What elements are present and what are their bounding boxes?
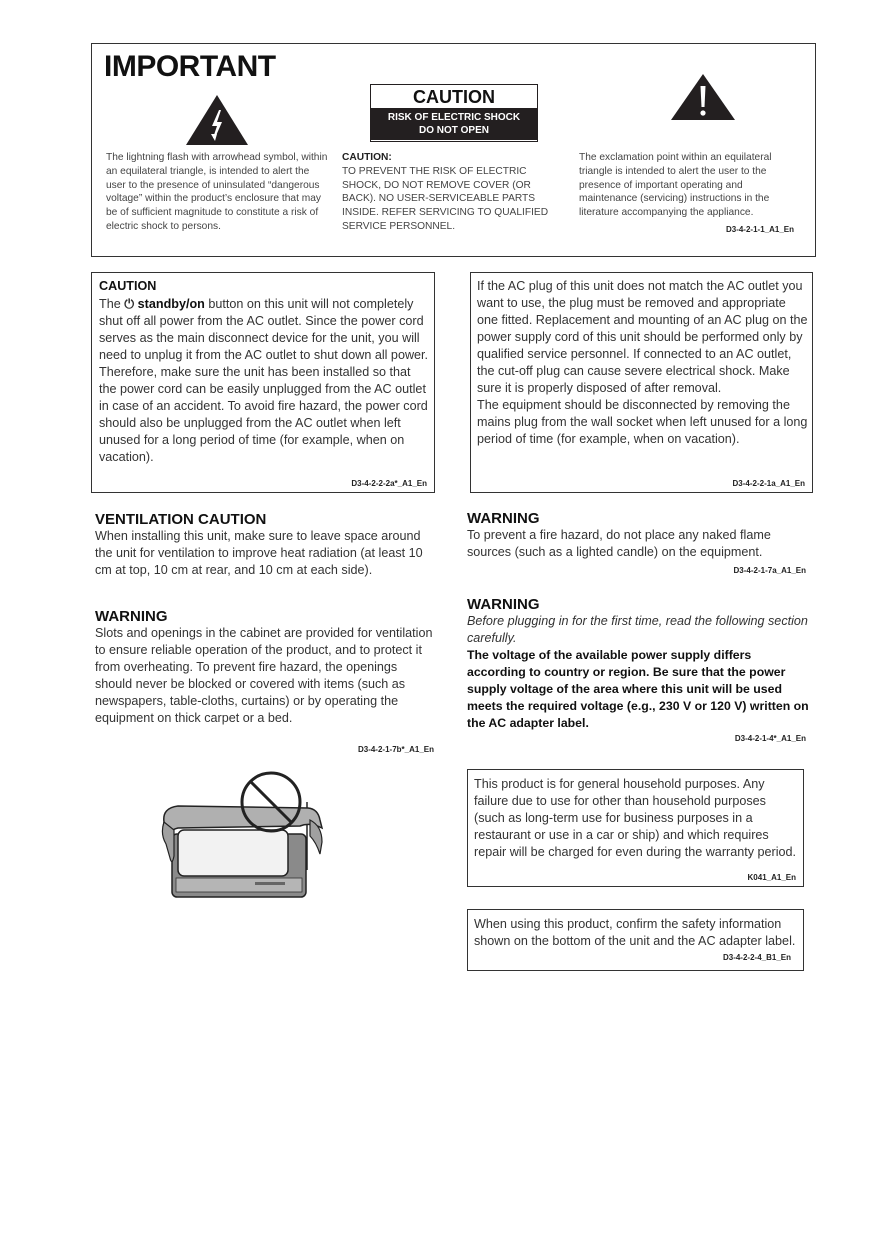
voltage-warning-heading: WARNING	[467, 596, 540, 613]
voltage-warning-bold: The voltage of the available power supply differs according to country or region. Be sure that the power supply voltage of the area where this unit will be used meets the required voltage (e.g., 230 V or 120 V) written on the AC adapter label.	[467, 648, 809, 730]
caution-label-title: CAUTION	[413, 87, 495, 107]
important-title: IMPORTANT	[104, 50, 276, 83]
safety-info-text: When using this product, confirm the safety information shown on the bottom of the unit and the AC adapter label.	[474, 917, 796, 948]
fire-warning-section	[467, 510, 809, 561]
ventilation-text: When installing this unit, make sure to leave space around the unit for ventilation to improve heat radiation (at least 10 cm at top, 10 cm at rear, and 10 cm at each side).	[95, 529, 423, 577]
important-box	[91, 43, 816, 257]
household-code: K041_A1_En	[747, 873, 796, 882]
ventilation-section	[95, 511, 435, 579]
ventilation-heading: VENTILATION CAUTION	[95, 511, 267, 528]
slots-warning-section	[95, 608, 435, 727]
household-text: This product is for general household purposes. Any failure due to use for other than household purposes (such as long-term use for business purposes in a restaurant or use in a car or ship) and which requires repair will be charged for even during the warranty period.	[474, 777, 797, 859]
safety-info-box	[467, 909, 804, 971]
slots-warning-text: Slots and openings in the cabinet are provided for ventilation to ensure reliable operation of the product, and to protect it from overheating. To prevent fire hazard, the openings should never be blocked or covered with items (such as newspapers, table-cloths, curtains) or by operating the equipment on thick carpet or a bed.	[95, 626, 433, 725]
ac-plug-text: If the AC plug of this unit does not match the AC outlet you want to use, the plug must be removed and appropriate one fitted. Replacement and mounting of an AC plug on the power supply cord of this unit should be performed only by qualified service personnel. If connected to an AC outlet, the cut-off plug can cause severe electrical shock. Make sure it is properly disposed of after removal.	[477, 279, 808, 395]
caution-label-line1: RISK OF ELECTRIC SHOCK	[387, 112, 521, 123]
ac-plug-disconnect-text: The equipment should be disconnected by removing the mains plug from the wall socket when left unused for a long period of time (for example, when on vacation).	[477, 398, 808, 446]
standby-caution-text: The ⏻ standby/on button on this unit will not completely shut off all power from the AC outlet. Since the power cord serves as the main disconnect device for the unit, you will need to unplug it from the AC outlet to shut down all power. Therefore, make sure the unit has been installed so that the power cord can be easily unplugged from the AC outlet in case of an accident. To avoid fire hazard, the power cord should also be unplugged from the AC outlet when left unused for a long period of time (for example, when on vacation).	[99, 296, 429, 464]
voltage-warning-italic: Before plugging in for the first time, read the following section carefully.	[467, 614, 808, 645]
lightning-description: The lightning flash with arrowhead symbol, within an equilateral triangle, is intended to alert the user to the presence of uninsulated “dangerous voltage” within the product’s enclosure that may be of sufficient magnitude to constitute a risk of electric shock to persons.	[106, 152, 328, 232]
caution-heading: CAUTION:	[342, 152, 392, 163]
exclamation-triangle-icon	[670, 73, 736, 121]
fire-warning-code: D3-4-2-1-7a_A1_En	[733, 566, 806, 575]
standby-caution-heading: CAUTION	[99, 279, 157, 293]
exclamation-description: The exclamation point within an equilateral triangle is intended to alert the user to the presence of important operating and maintenance (servicing) instructions in the literature accompanying the appliance.	[579, 152, 772, 219]
household-box	[467, 769, 804, 887]
slots-warning-code: D3-4-2-1-7b*_A1_En	[357, 745, 434, 754]
important-code: D3-4-2-1-1_A1_En	[725, 225, 794, 234]
standby-caution-code: D3-4-2-2-2a*_A1_En	[351, 479, 427, 488]
lightning-triangle-icon	[185, 94, 249, 146]
voltage-warning-section	[467, 596, 809, 732]
fire-warning-text: To prevent a fire hazard, do not place any naked flame sources (such as a lighted candle) on the equipment.	[467, 528, 771, 559]
standby-on-label: standby/on	[137, 297, 205, 311]
safety-info-code: D3-4-2-2-4_B1_En	[722, 953, 791, 962]
caution-text: TO PREVENT THE RISK OF ELECTRIC SHOCK, DO NOT REMOVE COVER (OR BACK). NO USER-SERVICEABLE PARTS INSIDE. REFER SERVICING TO QUALIFIED SERVICE PERSONNEL.	[342, 165, 549, 232]
slots-warning-heading: WARNING	[95, 608, 168, 625]
ac-plug-box	[470, 272, 813, 493]
caution-description	[342, 151, 562, 234]
caution-label	[370, 84, 538, 142]
voltage-warning-code: D3-4-2-1-4*_A1_En	[734, 734, 806, 743]
fire-warning-heading: WARNING	[467, 510, 540, 527]
no-cover-tv-illustration	[160, 770, 330, 900]
caution-label-line2: DO NOT OPEN	[418, 125, 489, 136]
ac-plug-code: D3-4-2-2-1a_A1_En	[732, 479, 805, 488]
standby-caution-box	[91, 272, 435, 493]
power-icon: ⏻	[124, 296, 135, 311]
